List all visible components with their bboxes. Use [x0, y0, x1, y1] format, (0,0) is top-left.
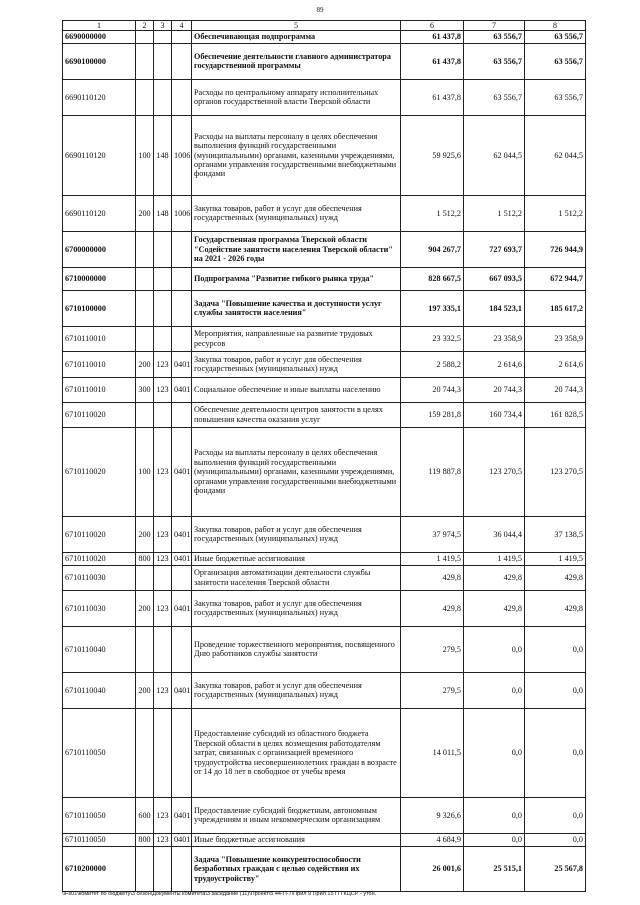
row-code: 6690110120	[63, 115, 136, 195]
row-code: 6710110020	[63, 427, 136, 516]
row-expense-type	[136, 290, 154, 326]
row-subsection: 0401	[172, 672, 192, 708]
row-section	[154, 626, 172, 672]
row-subsection	[172, 79, 192, 115]
row-amount-2: 429,8	[464, 590, 525, 626]
row-amount-2: 160 734,4	[464, 402, 525, 427]
row-amount-1: 197 335,1	[401, 290, 464, 326]
row-subsection	[172, 846, 192, 891]
budget-table	[62, 20, 586, 892]
header-cell: 5	[192, 21, 401, 31]
row-section: 123	[154, 590, 172, 626]
table-row	[63, 552, 586, 565]
row-expense-type: 100	[136, 115, 154, 195]
row-name: Расходы на выплаты персоналу в целях обеспечения выполнения функций государственными (муниципальными) органами, казенными учреждениями, органами управления государственными внебюджетными фондами	[192, 427, 401, 516]
row-amount-3: 726 944,9	[525, 231, 586, 267]
table-row	[63, 115, 586, 195]
row-expense-type	[136, 31, 154, 43]
row-name: Обеспечивающая подпрограмма	[192, 31, 401, 43]
row-amount-3: 37 138,5	[525, 516, 586, 552]
row-amount-1: 37 974,5	[401, 516, 464, 552]
row-name: Задача "Повышение качества и доступности услуг службы занятости населения"	[192, 290, 401, 326]
row-amount-2: 429,8	[464, 565, 525, 590]
row-name: Закупка товаров, работ и услуг для обеспечения государственных (муниципальных) нужд	[192, 590, 401, 626]
header-cell: 2	[136, 21, 154, 31]
row-amount-3: 185 617,2	[525, 290, 586, 326]
row-expense-type: 200	[136, 351, 154, 377]
row-amount-3: 0,0	[525, 626, 586, 672]
row-expense-type: 600	[136, 797, 154, 833]
row-code: 6710200000	[63, 846, 136, 891]
row-code: 6710110010	[63, 326, 136, 351]
row-name: Обеспечение деятельности центров занятости в целях повышения качества оказания услуг	[192, 402, 401, 427]
row-expense-type: 300	[136, 377, 154, 402]
row-amount-1: 26 001,6	[401, 846, 464, 891]
row-expense-type	[136, 79, 154, 115]
row-name: Организация автоматизации деятельности службы занятости населения Тверской области	[192, 565, 401, 590]
row-amount-3: 429,8	[525, 590, 586, 626]
row-amount-2: 0,0	[464, 672, 525, 708]
row-expense-type	[136, 402, 154, 427]
row-amount-3: 123 270,5	[525, 427, 586, 516]
table-row	[63, 590, 586, 626]
row-amount-3: 20 744,3	[525, 377, 586, 402]
row-subsection: 0401	[172, 427, 192, 516]
row-section	[154, 846, 172, 891]
row-amount-1: 159 281,8	[401, 402, 464, 427]
row-section	[154, 79, 172, 115]
row-expense-type	[136, 43, 154, 79]
row-expense-type	[136, 846, 154, 891]
row-subsection: 0401	[172, 552, 192, 565]
row-subsection	[172, 267, 192, 290]
row-amount-2: 1 512,2	[464, 195, 525, 231]
row-name: Предоставление субсидий бюджетным, автономным учреждениям и иным некоммерческим организациям	[192, 797, 401, 833]
row-amount-3: 0,0	[525, 797, 586, 833]
table-row	[63, 351, 586, 377]
table-row	[63, 427, 586, 516]
row-code: 6710110040	[63, 626, 136, 672]
file-path-footer: \\Fs01\комитет по бюджету\3 сезон\Документы комитета\3 заседание (11)\Проект\5 44-П-7\Прил 9 Прил 15 ГП КЦСР - утон.	[62, 891, 377, 897]
row-section	[154, 267, 172, 290]
row-subsection: 1006	[172, 195, 192, 231]
row-code: 6710110030	[63, 565, 136, 590]
table-row	[63, 31, 586, 43]
table-row	[63, 846, 586, 891]
row-section: 123	[154, 552, 172, 565]
row-name: Иные бюджетные ассигнования	[192, 552, 401, 565]
row-subsection	[172, 31, 192, 43]
row-amount-1: 14 011,5	[401, 708, 464, 797]
row-amount-2: 23 358,9	[464, 326, 525, 351]
row-amount-1: 1 512,2	[401, 195, 464, 231]
row-subsection	[172, 708, 192, 797]
row-name: Расходы по центральному аппарату исполнительных органов государственной власти Тверской области	[192, 79, 401, 115]
row-amount-1: 59 925,6	[401, 115, 464, 195]
row-amount-3: 0,0	[525, 672, 586, 708]
row-amount-1: 23 332,5	[401, 326, 464, 351]
row-amount-1: 61 437,8	[401, 43, 464, 79]
row-expense-type: 100	[136, 427, 154, 516]
row-code: 6710000000	[63, 267, 136, 290]
row-amount-2: 123 270,5	[464, 427, 525, 516]
row-expense-type: 200	[136, 195, 154, 231]
row-expense-type	[136, 708, 154, 797]
table-row	[63, 797, 586, 833]
table-row	[63, 195, 586, 231]
row-subsection	[172, 231, 192, 267]
row-amount-2: 727 693,7	[464, 231, 525, 267]
row-amount-3: 23 358,9	[525, 326, 586, 351]
row-subsection	[172, 626, 192, 672]
row-section: 123	[154, 672, 172, 708]
row-name: Иные бюджетные ассигнования	[192, 833, 401, 846]
row-code: 6710110010	[63, 377, 136, 402]
row-expense-type	[136, 267, 154, 290]
row-subsection: 1006	[172, 115, 192, 195]
table-row	[63, 833, 586, 846]
row-code: 6710100000	[63, 290, 136, 326]
row-section	[154, 708, 172, 797]
row-amount-3: 2 614,6	[525, 351, 586, 377]
row-section	[154, 231, 172, 267]
row-expense-type	[136, 626, 154, 672]
table-row	[63, 290, 586, 326]
table-row	[63, 672, 586, 708]
row-expense-type: 800	[136, 833, 154, 846]
row-amount-3: 25 567,8	[525, 846, 586, 891]
row-amount-2: 62 044,5	[464, 115, 525, 195]
row-name: Закупка товаров, работ и услуг для обеспечения государственных (муниципальных) нужд	[192, 516, 401, 552]
row-code: 6710110050	[63, 833, 136, 846]
row-section	[154, 43, 172, 79]
row-amount-1: 61 437,8	[401, 79, 464, 115]
row-name: Государственная программа Тверской области "Содействие занятости населения Тверской области" на 2021 - 2026 годы	[192, 231, 401, 267]
row-amount-3: 161 828,5	[525, 402, 586, 427]
row-section: 148	[154, 115, 172, 195]
row-amount-1: 61 437,8	[401, 31, 464, 43]
row-amount-2: 0,0	[464, 708, 525, 797]
row-amount-1: 4 684,9	[401, 833, 464, 846]
row-name: Проведение торжественного мероприятия, посвященного Дню работников службы занятости	[192, 626, 401, 672]
row-section	[154, 31, 172, 43]
row-name: Расходы на выплаты персоналу в целях обеспечения выполнения функций государственными (муниципальными) органами, казенными учреждениями, органами управления государственными внебюджетными фондами	[192, 115, 401, 195]
row-subsection: 0401	[172, 833, 192, 846]
row-amount-2: 0,0	[464, 797, 525, 833]
row-subsection: 0401	[172, 377, 192, 402]
row-subsection: 0401	[172, 351, 192, 377]
row-amount-2: 63 556,7	[464, 31, 525, 43]
table-row	[63, 626, 586, 672]
row-code: 6710110010	[63, 351, 136, 377]
table-row	[63, 231, 586, 267]
row-amount-2: 20 744,3	[464, 377, 525, 402]
row-code: 6710110020	[63, 402, 136, 427]
row-code: 6690100000	[63, 43, 136, 79]
row-expense-type	[136, 565, 154, 590]
row-amount-2: 184 523,1	[464, 290, 525, 326]
row-amount-3: 672 944,7	[525, 267, 586, 290]
row-amount-1: 9 326,6	[401, 797, 464, 833]
row-section: 123	[154, 427, 172, 516]
row-name: Закупка товаров, работ и услуг для обеспечения государственных (муниципальных) нужд	[192, 195, 401, 231]
table-row	[63, 402, 586, 427]
row-code: 6700000000	[63, 231, 136, 267]
row-section	[154, 565, 172, 590]
row-amount-3: 1 419,5	[525, 552, 586, 565]
row-code: 6710110020	[63, 552, 136, 565]
row-subsection	[172, 43, 192, 79]
row-amount-3: 0,0	[525, 708, 586, 797]
row-section	[154, 326, 172, 351]
row-amount-1: 279,5	[401, 672, 464, 708]
row-amount-3: 63 556,7	[525, 43, 586, 79]
table-row	[63, 377, 586, 402]
page-number: 89	[316, 6, 324, 14]
row-code: 6710110050	[63, 797, 136, 833]
row-section: 123	[154, 797, 172, 833]
row-amount-2: 63 556,7	[464, 79, 525, 115]
table-row	[63, 326, 586, 351]
table-row	[63, 565, 586, 590]
row-amount-1: 828 667,5	[401, 267, 464, 290]
header-cell: 7	[464, 21, 525, 31]
row-section: 123	[154, 516, 172, 552]
row-amount-2: 36 044,4	[464, 516, 525, 552]
row-name: Закупка товаров, работ и услуг для обеспечения государственных (муниципальных) нужд	[192, 672, 401, 708]
row-amount-1: 2 588,2	[401, 351, 464, 377]
row-code: 6690000000	[63, 31, 136, 43]
row-amount-1: 1 419,5	[401, 552, 464, 565]
row-section	[154, 290, 172, 326]
row-amount-2: 667 093,5	[464, 267, 525, 290]
row-code: 6710110050	[63, 708, 136, 797]
table-row	[63, 79, 586, 115]
row-amount-3: 62 044,5	[525, 115, 586, 195]
row-amount-3: 1 512,2	[525, 195, 586, 231]
table-row	[63, 516, 586, 552]
row-name: Предоставление субсидий из областного бюджета Тверской области в целях возмещения работодателям затрат, связанных с организацией временного трудоустройства несовершеннолетних граждан в возрасте от 14 до 18 лет в свободное от учебы время	[192, 708, 401, 797]
row-expense-type: 800	[136, 552, 154, 565]
row-code: 6710110040	[63, 672, 136, 708]
row-subsection: 0401	[172, 516, 192, 552]
row-name: Подпрограмма "Развитие гибкого рынка труда"	[192, 267, 401, 290]
row-expense-type: 200	[136, 672, 154, 708]
row-section: 148	[154, 195, 172, 231]
row-amount-1: 429,8	[401, 565, 464, 590]
row-section	[154, 402, 172, 427]
row-section: 123	[154, 351, 172, 377]
row-name: Обеспечение деятельности главного администратора государственной программы	[192, 43, 401, 79]
row-name: Мероприятия, направленные на развитие трудовых ресурсов	[192, 326, 401, 351]
row-amount-2: 1 419,5	[464, 552, 525, 565]
header-cell: 6	[401, 21, 464, 31]
row-amount-1: 20 744,3	[401, 377, 464, 402]
row-amount-1: 429,8	[401, 590, 464, 626]
row-amount-3: 0,0	[525, 833, 586, 846]
row-code: 6690110120	[63, 195, 136, 231]
row-amount-2: 63 556,7	[464, 43, 525, 79]
row-subsection	[172, 326, 192, 351]
row-expense-type: 200	[136, 516, 154, 552]
header-row	[63, 21, 586, 31]
row-subsection: 0401	[172, 590, 192, 626]
row-section: 123	[154, 377, 172, 402]
row-code: 6690110120	[63, 79, 136, 115]
header-cell: 4	[172, 21, 192, 31]
row-amount-1: 119 887,8	[401, 427, 464, 516]
row-amount-1: 904 267,7	[401, 231, 464, 267]
table-row	[63, 43, 586, 79]
table-row	[63, 267, 586, 290]
row-amount-2: 25 515,1	[464, 846, 525, 891]
row-name: Социальное обеспечение и иные выплаты населению	[192, 377, 401, 402]
row-amount-3: 63 556,7	[525, 79, 586, 115]
row-amount-2: 2 614,6	[464, 351, 525, 377]
row-name: Закупка товаров, работ и услуг для обеспечения государственных (муниципальных) нужд	[192, 351, 401, 377]
row-name: Задача "Повышение конкурентоспособности безработных граждан с целью содействия их трудоустройству"	[192, 846, 401, 891]
row-expense-type: 200	[136, 590, 154, 626]
row-subsection	[172, 565, 192, 590]
row-subsection	[172, 402, 192, 427]
row-code: 6710110030	[63, 590, 136, 626]
row-amount-3: 429,8	[525, 565, 586, 590]
table-row	[63, 708, 586, 797]
row-expense-type	[136, 326, 154, 351]
row-expense-type	[136, 231, 154, 267]
row-amount-2: 0,0	[464, 833, 525, 846]
row-section: 123	[154, 833, 172, 846]
header-cell: 3	[154, 21, 172, 31]
header-cell: 8	[525, 21, 586, 31]
row-subsection: 0401	[172, 797, 192, 833]
row-amount-2: 0,0	[464, 626, 525, 672]
header-cell: 1	[63, 21, 136, 31]
row-subsection	[172, 290, 192, 326]
row-code: 6710110020	[63, 516, 136, 552]
row-amount-3: 63 556,7	[525, 31, 586, 43]
row-amount-1: 279,5	[401, 626, 464, 672]
